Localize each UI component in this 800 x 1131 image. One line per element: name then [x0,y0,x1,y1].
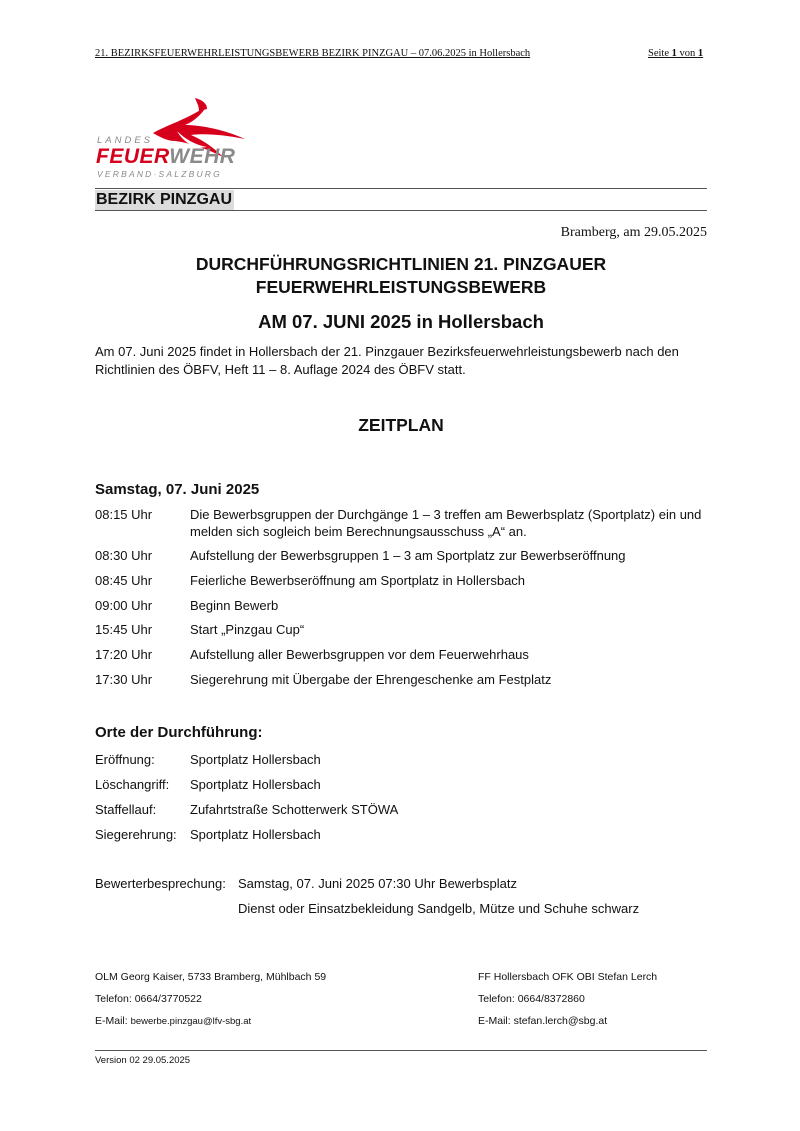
schedule-time: 08:30 Uhr [95,548,153,563]
logo-wordmark [96,146,235,168]
contact-right-name: FF Hollersbach OFK OBI Stefan Lerch [478,971,658,983]
schedule-row [95,671,707,688]
ort-value: Zufahrtstraße Schotterwerk STÖWA [190,802,399,817]
divider-top [95,188,707,189]
version-label: Version 02 29.05.2025 [95,1055,191,1066]
schedule-row [95,621,707,638]
title-line-3: AM 07. JUNI 2025 in Hollersbach [258,311,544,332]
page-mid: von [676,48,698,59]
schedule-desc: Siegerehrung mit Übergabe der Ehrengeschenke am Festplatz [190,672,552,687]
schedule-desc: Start „Pinzgau Cup“ [190,622,305,637]
page-prefix: Seite [648,48,672,59]
ort-row [95,776,707,793]
bezirk-label: BEZIRK PINZGAU [96,191,232,208]
divider-bottom [95,210,707,211]
running-header-title: 21. BEZIRKSFEUERWEHRLEISTUNGSBEWERB BEZIRK PINZGAU – 07.06.2025 in Hollersbach [95,48,531,59]
ort-value: Sportplatz Hollersbach [190,827,321,842]
logo-wehr: WEHR [169,145,236,168]
logo-line-verband: VERBAND·SALZBURG [97,169,222,179]
schedule-time: 08:15 Uhr [95,507,153,522]
schedule-time: 08:45 Uhr [95,573,153,588]
contact-left-name: OLM Georg Kaiser, 5733 Bramberg, Mühlbach 59 [95,971,327,983]
page-current: 1 [671,48,677,59]
bewerter-label: Bewerterbesprechung: [95,876,226,891]
ort-value: Sportplatz Hollersbach [190,752,321,767]
schedule-desc: Die Bewerbsgruppen der Durchgänge 1 – 3 treffen am Bewerbsplatz (Sportplatz) ein und melden sich sogleich beim Berechnungsausschuss „A“ an. [190,507,702,539]
schedule-time: 09:00 Uhr [95,598,153,613]
bewerter-line-2: Dienst oder Einsatzbekleidung Sandgelb, Mütze und Schuhe schwarz [238,901,640,916]
schedule-row [95,646,707,663]
ort-row [95,751,707,768]
ort-row [95,801,707,818]
title-line-1: DURCHFÜHRUNGSRICHTLINIEN 21. PINZGAUER [195,254,607,274]
ort-label: Eröffnung: [95,752,155,767]
contact-left-phone: Telefon: 0664/3770522 [95,993,202,1005]
logo-feuer: FEUER [96,145,170,168]
contact-left-email [95,1015,251,1027]
schedule-row [95,506,707,540]
schedule-time: 15:45 Uhr [95,622,153,637]
intro-paragraph: Am 07. Juni 2025 findet in Hollersbach der 21. Pinzgauer Bezirksfeuerwehrleistungsbewerb nach den Richtlinien des ÖBFV, Heft 11 – 8. Auflage 2024 des ÖBFV statt. [95,344,679,377]
zeitplan-heading: ZEITPLAN [358,415,444,435]
schedule-desc: Feierliche Bewerbseröffnung am Sportplatz in Hollersbach [190,573,526,588]
email-label: E-Mail: [95,1015,131,1027]
ort-label: Staffellauf: [95,802,157,817]
contact-right-phone: Telefon: 0664/8372860 [478,993,585,1005]
bewerter-line-1: Samstag, 07. Juni 2025 07:30 Uhr Bewerbsplatz [238,876,517,891]
landesfeuerwehr-logo [95,95,255,180]
schedule-desc: Aufstellung der Bewerbsgruppen 1 – 3 am Sportplatz zur Bewerbseröffnung [190,548,626,563]
page-total: 1 [697,48,704,59]
schedule-row [95,547,707,564]
page-number [648,48,703,59]
schedule-desc: Beginn Bewerb [190,598,279,613]
ort-value: Sportplatz Hollersbach [190,777,321,792]
document-date: Bramberg, am 29.05.2025 [560,225,707,240]
schedule-row [95,597,707,614]
logo-line-landes: LANDES [97,135,154,146]
title-line-2: FEUERWEHRLEISTUNGSBEWERB [255,277,547,297]
footer-divider [95,1050,707,1051]
contact-right-email[interactable]: E-Mail: stefan.lerch@sbg.at [478,1015,608,1027]
schedule-time: 17:30 Uhr [95,672,153,687]
ort-label: Löschangriff: [95,777,170,792]
schedule-desc: Aufstellung aller Bewerbsgruppen vor dem Feuerwehrhaus [190,647,529,662]
day-heading: Samstag, 07. Juni 2025 [95,481,260,498]
email-address-link[interactable]: bewerbe.pinzgau@lfv-sbg.at [130,1016,252,1027]
ort-label: Siegerehrung: [95,827,177,842]
schedule-row [95,572,707,589]
ort-row [95,826,707,843]
schedule-time: 17:20 Uhr [95,647,153,662]
orte-heading: Orte der Durchführung: [95,724,263,741]
